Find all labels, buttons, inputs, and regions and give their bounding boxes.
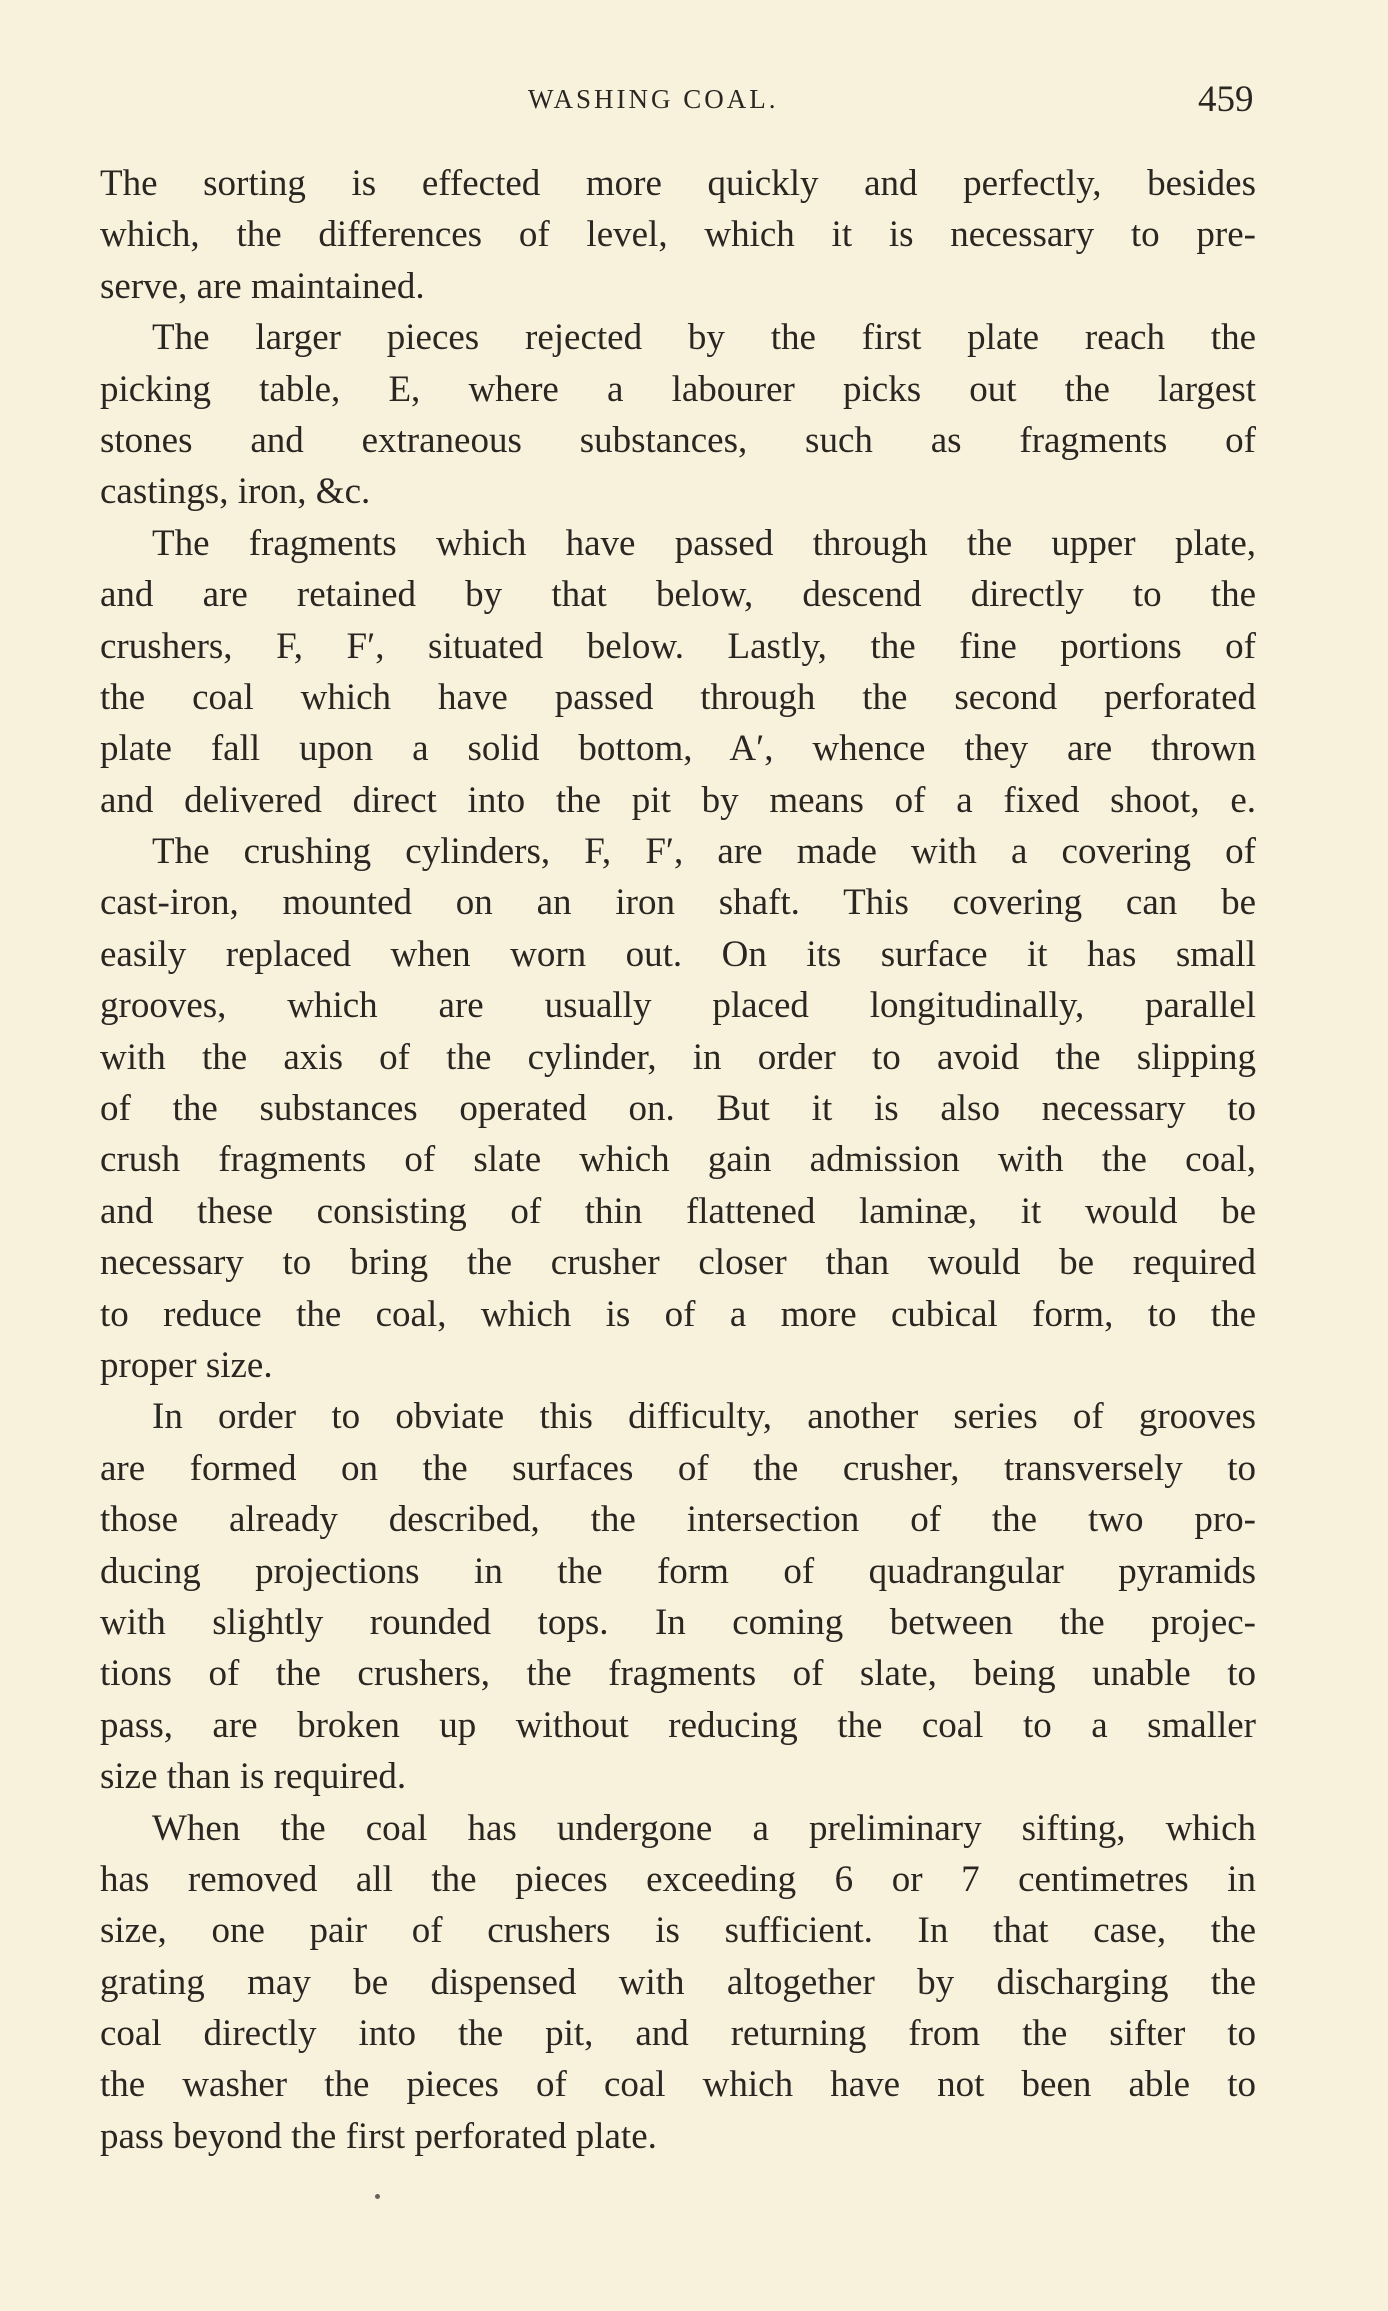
- text-line: tions of the crushers, the fragments of slate, being unable to: [100, 1653, 1256, 1695]
- text-line: those already described, the intersection of the two pro-: [100, 1499, 1256, 1541]
- text-line: and are retained by that below, descend directly to the: [100, 574, 1256, 616]
- text-line: are formed on the surfaces of the crusher, transversely to: [100, 1447, 1256, 1489]
- text-line: size than is required.: [100, 1756, 407, 1798]
- text-line: When the coal has undergone a preliminary sifting, which: [152, 1807, 1256, 1849]
- body-text: [100, 158, 1256, 2162]
- text-line: has removed all the pieces exceeding 6 or 7 centimetres in: [100, 1858, 1256, 1900]
- text-line: plate fall upon a solid bottom, A′, whence they are thrown: [100, 728, 1256, 770]
- text-line: The fragments which have passed through the upper plate,: [152, 522, 1256, 564]
- text-line: which, the differences of level, which it is necessary to pre-: [100, 214, 1256, 256]
- text-line: and these consisting of thin flattened laminæ, it would be: [100, 1190, 1256, 1232]
- text-line: the coal which have passed through the second perforated: [100, 676, 1256, 718]
- text-line: coal directly into the pit, and returning from the sifter to: [100, 2013, 1256, 2055]
- text-line: picking table, E, where a labourer picks out the largest: [100, 368, 1256, 410]
- text-line: with the axis of the cylinder, in order to avoid the slipping: [100, 1036, 1256, 1078]
- text-line: ducing projections in the form of quadrangular pyramids: [100, 1550, 1256, 1592]
- text-line: In order to obviate this difficulty, another series of grooves: [152, 1396, 1256, 1438]
- text-line: The sorting is effected more quickly and perfectly, besides: [100, 163, 1256, 204]
- text-line: proper size.: [100, 1344, 273, 1386]
- text-line: The larger pieces rejected by the first plate reach the: [152, 317, 1256, 359]
- text-line: to reduce the coal, which is of a more cubical form, to the: [100, 1293, 1256, 1335]
- page-number: 459: [1198, 79, 1254, 120]
- text-line: easily replaced when worn out. On its surface it has small: [100, 933, 1256, 975]
- text-line: grooves, which are usually placed longitudinally, parallel: [100, 985, 1256, 1027]
- text-line: with slightly rounded tops. In coming between the projec-: [100, 1601, 1256, 1643]
- printer-mark: [375, 2194, 380, 2199]
- text-line: pass beyond the first perforated plate.: [100, 2115, 657, 2157]
- text-line: grating may be dispensed with altogether by discharging the: [100, 1961, 1256, 2003]
- running-title: WASHING COAL.: [528, 84, 779, 114]
- text-line: size, one pair of crushers is sufficient. In that case, the: [100, 1910, 1256, 1952]
- text-line: The crushing cylinders, F, F′, are made with a covering of: [152, 831, 1256, 873]
- text-line: crush fragments of slate which gain admission with the coal,: [100, 1139, 1256, 1181]
- page-header: [0, 78, 1388, 122]
- text-line: cast-iron, mounted on an iron shaft. This covering can be: [100, 882, 1256, 924]
- text-line: castings, iron, &c.: [100, 471, 371, 513]
- text-line: of the substances operated on. But it is also necessary to: [100, 1088, 1256, 1130]
- text-line: pass, are broken up without reducing the coal to a smaller: [100, 1704, 1256, 1746]
- text-line: serve, are maintained.: [100, 265, 425, 307]
- text-line: necessary to bring the crusher closer than would be required: [100, 1242, 1256, 1284]
- text-line: crushers, F, F′, situated below. Lastly, the fine portions of: [100, 625, 1256, 667]
- text-line: the washer the pieces of coal which have not been able to: [100, 2064, 1256, 2106]
- text-line: stones and extraneous substances, such as fragments of: [100, 419, 1256, 461]
- text-line: and delivered direct into the pit by means of a fixed shoot, e.: [100, 779, 1256, 821]
